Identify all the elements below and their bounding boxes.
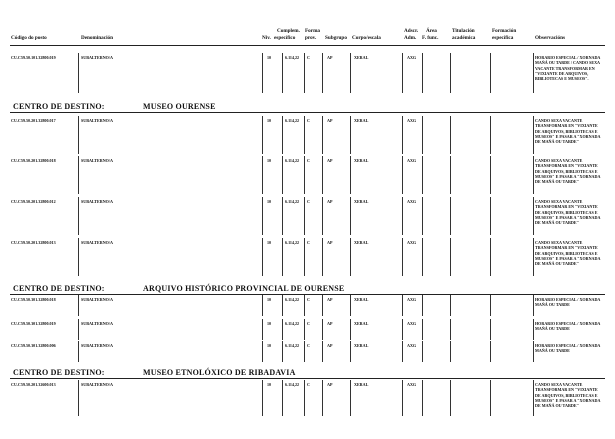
cell-corpo: XERAL [354,118,369,123]
cell-observacions: HORARIO ESPECIAL / XORNADA MAÑÁ OU TARDE [535,297,601,308]
column-divider [262,341,263,362]
section-name: MUSEO OURENSE [143,102,216,111]
column-divider [350,116,351,154]
column-divider [533,156,534,194]
col-header-nivel: Niv. [262,35,271,41]
cell-adscr: AXG [407,158,417,163]
col-header-area-2: F. func. [422,35,439,41]
section-name: MUSEO ETNOLÓXICO DE RIBADAVIA [143,368,296,377]
cell-complem: 6.114,22 [285,382,300,387]
column-divider [402,319,403,340]
cell-complem: 6.114,22 [285,199,300,204]
column-divider [422,319,423,340]
column-divider [450,116,451,154]
column-divider [450,53,451,93]
cell-denominacion: SUBALTERNO/A [81,297,113,302]
cell-corpo: XERAL [354,297,369,302]
cell-denominacion: SUBALTERNO/A [81,343,113,348]
cell-forma: C [307,240,310,245]
cell-nivel: 10 [267,382,272,387]
cell-denominacion: SUBALTERNO/A [81,158,113,163]
section-heading [13,284,345,293]
column-divider [422,341,423,362]
cell-subgrupo: AP [327,321,333,326]
column-divider [322,238,323,276]
column-divider [350,238,351,276]
col-header-adscr-1: Adscr. [404,28,419,34]
cell-forma: C [307,382,310,387]
cell-subgrupo: AP [327,343,333,348]
col-header-forma-2: prov. [305,35,317,41]
column-divider [282,238,283,276]
column-divider [402,238,403,276]
cell-denominacion: SUBALTERNO/A [81,382,113,387]
column-divider [322,341,323,362]
cell-nivel: 10 [267,118,272,123]
column-divider [490,341,491,362]
column-divider [402,380,403,416]
column-divider [322,295,323,316]
cell-adscr: AXG [407,343,417,348]
col-header-corpo: Corpo/escala [352,35,381,41]
column-divider [262,156,263,194]
cell-codigo: CU.C59.50.201.32800.013 [11,240,56,245]
cell-corpo: XERAL [354,382,369,387]
column-divider [304,319,305,340]
column-divider [490,116,491,154]
column-divider [402,156,403,194]
cell-nivel: 10 [267,321,272,326]
column-divider [533,319,534,340]
column-divider [450,295,451,316]
column-divider [490,380,491,416]
column-divider [402,295,403,316]
cell-denominacion: SUBALTERNO/A [81,321,113,326]
cell-subgrupo: AP [327,158,333,163]
cell-complem: 6.114,22 [285,158,300,163]
column-divider [350,380,351,416]
column-divider [262,319,263,340]
column-divider [304,156,305,194]
column-divider [78,341,79,362]
cell-forma: C [307,321,310,326]
column-divider [490,197,491,235]
section-label: CENTRO DE DESTINO: [13,102,105,111]
column-divider [422,156,423,194]
cell-observacions: CANDO SEXA VACANTE TRANSFORMAR EN "VIXIANTE DE ARQUIVOS, BIBLIOTECAS E MUSEOS" E PASAR A "XORNADA DE MAÑÁ OU TARDE" [535,382,601,409]
column-divider [350,295,351,316]
column-divider [533,238,534,276]
column-divider [262,238,263,276]
cell-observacions: HORARIO ESPECIAL / XORNADA MAÑÁ OU TARDE [535,343,601,354]
cell-complem: 6.114,22 [285,321,300,326]
cell-complem: 6.114,22 [285,118,300,123]
cell-corpo: XERAL [354,199,369,204]
column-divider [350,156,351,194]
column-divider [282,116,283,154]
section-rule [10,112,605,113]
column-divider [282,341,283,362]
cell-forma: C [307,199,310,204]
cell-forma: C [307,343,310,348]
column-divider [322,116,323,154]
col-header-titulacion-2: académica [452,35,476,41]
col-header-adscr-2: Adm. [404,35,417,41]
column-divider [350,319,351,340]
cell-corpo: XERAL [354,343,369,348]
section-label: CENTRO DE DESTINO: [13,284,105,293]
cell-codigo: CU.C59.50.201.32800.018 [11,158,56,163]
column-divider [533,380,534,416]
cell-denominacion: SUBALTERNO/A [81,118,113,123]
cell-subgrupo: AP [327,199,333,204]
column-divider [450,197,451,235]
column-divider [322,156,323,194]
cell-codigo: CU.C59.50.201.32800.012 [11,199,56,204]
cell-observacions: CANDO SEXA VACANTE TRANSFORMAR EN "VIXIANTE DE ARQUIVOS, BIBLIOTECAS E MUSEOS" E PASAR A "XORNADA DE MAÑÁ OU TARDE" [535,118,601,145]
cell-forma: C [307,55,310,60]
cell-adscr: AXG [407,199,417,204]
column-divider [282,319,283,340]
cell-corpo: XERAL [354,55,369,60]
column-divider [450,341,451,362]
cell-forma: C [307,158,310,163]
cell-denominacion: SUBALTERNO/A [81,240,113,245]
column-divider [402,53,403,93]
column-divider [282,53,283,93]
col-header-complem-1: Complem. [277,28,300,34]
column-divider [533,116,534,154]
col-header-titulacion-1: Titulación [452,28,475,34]
cell-nivel: 10 [267,343,272,348]
section-rule [10,294,605,295]
cell-observacions: HORARIO ESPECIAL / XORNADA MAÑÁ OU TARDE [535,321,601,332]
column-divider [490,156,491,194]
cell-codigo: CU.C59.50.301.32800.006 [11,343,56,348]
column-divider [262,116,263,154]
cell-adscr: AXG [407,382,417,387]
col-header-complem-2: específico [274,35,296,41]
cell-adscr: AXG [407,321,417,326]
column-divider [350,197,351,235]
col-header-denominacion: Denominación [81,35,113,41]
column-divider [450,156,451,194]
column-divider [78,238,79,276]
column-divider [450,380,451,416]
column-divider [402,197,403,235]
column-divider [78,116,79,154]
column-divider [304,238,305,276]
cell-codigo: CU.C59.50.301.32800.019 [11,321,56,326]
cell-codigo: CU.C59.50.301.32800.018 [11,297,56,302]
cell-codigo: CU.C59.50.101.32800.019 [11,55,56,60]
cell-observacions: CANDO SEXA VACANTE TRANSFORMAR EN "VIXIANTE DE ARQUIVOS, BIBLIOTECAS E MUSEOS" E PASAR A "XORNADA DE MAÑÁ OU TARDE" [535,240,601,267]
cell-forma: C [307,118,310,123]
column-divider [490,295,491,316]
cell-adscr: AXG [407,240,417,245]
section-name: ARQUIVO HISTÓRICO PROVINCIAL DE OURENSE [143,284,345,293]
cell-nivel: 10 [267,199,272,204]
column-divider [304,341,305,362]
cell-complem: 6.114,22 [285,297,300,302]
column-divider [450,238,451,276]
cell-subgrupo: AP [327,118,333,123]
column-divider [78,319,79,340]
cell-complem: 6.114,22 [285,55,300,60]
column-divider [78,380,79,416]
cell-codigo: CU.C59.50.201.32800.017 [11,118,56,123]
header-rule [10,45,605,46]
cell-adscr: AXG [407,297,417,302]
column-divider [262,197,263,235]
column-divider [490,238,491,276]
col-header-formacion-1: Formación [492,28,517,34]
col-header-observacions: Observacións [535,35,565,41]
cell-complem: 6.114,22 [285,343,300,348]
column-divider [304,53,305,93]
column-divider [262,53,263,93]
cell-nivel: 10 [267,158,272,163]
column-divider [262,380,263,416]
column-divider [490,53,491,93]
column-divider [422,197,423,235]
cell-observacions: CANDO SEXA VACANTE TRANSFORMAR EN "VIXIANTE DE ARQUIVOS, BIBLIOTECAS E MUSEOS" E PASAR A "XORNADA DE MAÑÁ OU TARDE" [535,199,601,226]
cell-corpo: XERAL [354,321,369,326]
column-divider [422,295,423,316]
column-divider [282,156,283,194]
column-divider [422,53,423,93]
section-heading [13,368,296,377]
column-divider [262,295,263,316]
cell-adscr: AXG [407,55,417,60]
column-divider [282,295,283,316]
column-divider [322,197,323,235]
cell-nivel: 10 [267,240,272,245]
section-rule [10,378,605,379]
cell-nivel: 10 [267,297,272,302]
column-divider [450,319,451,340]
cell-adscr: AXG [407,118,417,123]
cell-corpo: XERAL [354,240,369,245]
column-divider [350,341,351,362]
column-divider [304,380,305,416]
cell-subgrupo: AP [327,240,333,245]
column-divider [402,116,403,154]
column-divider [322,53,323,93]
cell-complem: 6.114,22 [285,240,300,245]
cell-codigo: CU.C59.50.201.32600.013 [11,382,56,387]
cell-denominacion: SUBALTERNO/A [81,55,113,60]
column-divider [422,238,423,276]
cell-observacions: CANDO SEXA VACANTE TRANSFORMAR EN "VIXIANTE DE ARQUIVOS, BIBLIOTECAS E MUSEOS" E PASAR A "XORNADA DE MAÑÁ OU TARDE" [535,158,601,185]
cell-corpo: XERAL [354,158,369,163]
column-divider [78,197,79,235]
col-header-formacion-2: específica [492,35,514,41]
column-divider [78,156,79,194]
column-divider [422,116,423,154]
column-divider [322,319,323,340]
cell-subgrupo: AP [327,382,333,387]
column-divider [350,53,351,93]
section-heading [13,102,216,111]
cell-denominacion: SUBALTERNO/A [81,199,113,204]
col-header-subgrupo: Subgrupo [325,35,347,41]
column-divider [322,380,323,416]
column-divider [78,53,79,93]
column-divider [533,295,534,316]
column-divider [282,197,283,235]
column-divider [422,380,423,416]
cell-subgrupo: AP [327,297,333,302]
column-divider [304,197,305,235]
section-label: CENTRO DE DESTINO: [13,368,105,377]
column-divider [402,341,403,362]
column-divider [304,116,305,154]
cell-nivel: 10 [267,55,272,60]
column-divider [533,197,534,235]
cell-observacions: HORARIO ESPECIAL / XORNADA MAÑÁ OU TARDE / CANDO SEXA VACANTE TRANSFORMAR EN "VIXIANTE DE ARQUIVOS, BIBLIOTECAS E MUSEOS". [535,55,601,82]
column-divider [282,380,283,416]
column-divider [490,319,491,340]
column-divider [533,53,534,93]
column-divider [78,295,79,316]
column-divider [304,295,305,316]
cell-forma: C [307,297,310,302]
cell-subgrupo: AP [327,55,333,60]
col-header-codigo: Código do posto [11,35,47,41]
column-divider [533,341,534,362]
col-header-area-1: Área [426,28,437,34]
col-header-forma-1: Forma [305,28,320,34]
